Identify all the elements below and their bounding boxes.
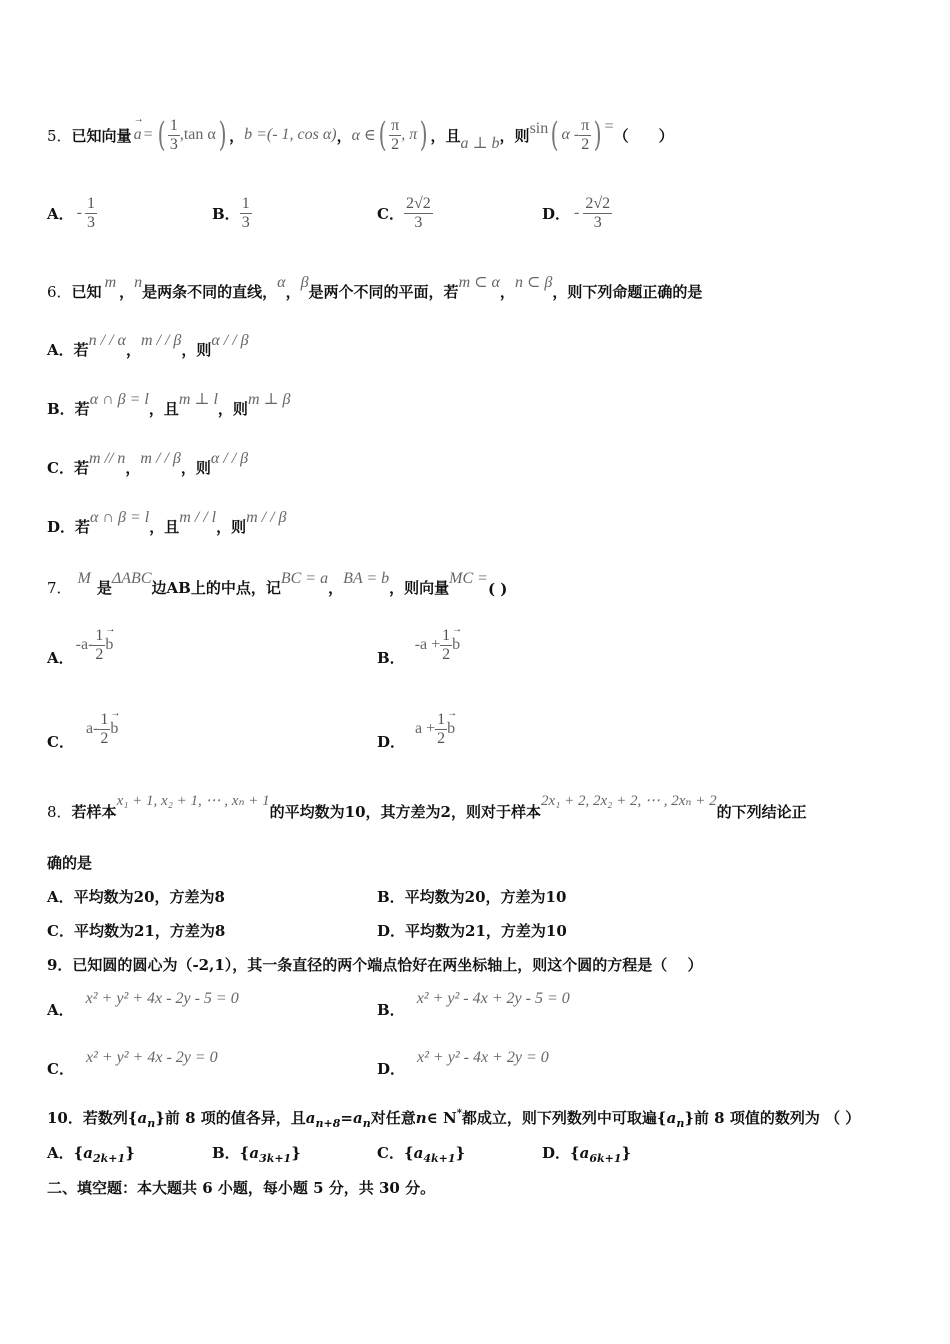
- q6-number: 6．: [47, 283, 72, 301]
- q6-option-c-label: C．若: [47, 459, 89, 477]
- q6-comma-2: ，: [285, 283, 301, 301]
- q7-option-b-den: 2: [442, 645, 451, 663]
- q10-sub2: n+8: [315, 1117, 341, 1130]
- q5-fpi-num: π: [391, 116, 400, 134]
- q8-option-c[interactable]: C．平均数为21，方差为8: [47, 922, 226, 940]
- q6-beta: β: [300, 274, 309, 291]
- q5-option-d-num: 2√2: [585, 194, 611, 212]
- q5-then: ，则: [499, 126, 530, 145]
- q6-text-3: 是两个不同的平面，若: [308, 283, 459, 301]
- q5-stem: [47, 110, 674, 160]
- q9-option-d-eq: x² + y² - 4x + 2y = 0: [417, 1049, 549, 1066]
- q6-option-a[interactable]: [47, 330, 249, 360]
- q6-option-a-label: A．若: [47, 341, 89, 359]
- q5-option-d-sign: -: [574, 204, 580, 221]
- q10-part-5: ∈ N: [426, 1109, 457, 1127]
- q5-number: 5．: [47, 126, 72, 145]
- q6-option-b[interactable]: [47, 389, 291, 419]
- q6-option-c-e2: m / / β: [140, 450, 181, 467]
- q6-option-d[interactable]: [47, 507, 287, 537]
- q6-option-d-e2: m / / l: [179, 509, 217, 526]
- q7-option-c-num: 1: [100, 710, 109, 728]
- q5-option-a-label: A．: [47, 204, 74, 223]
- q5-fpi2-num: π: [581, 116, 590, 134]
- q5-frac-1-3: [168, 117, 180, 154]
- q10-part-6: 都成立，则下列数列中可取遍{: [461, 1109, 667, 1127]
- q5-option-b-frac: [240, 195, 252, 232]
- q5-fpi2-den: 2: [581, 135, 590, 153]
- q5-option-d-label: D．: [542, 204, 571, 223]
- q5-paren2-open: (: [378, 115, 387, 155]
- q7-option-c-den: 2: [100, 729, 109, 747]
- q7-option-b-frac: [440, 627, 452, 664]
- q10-option-d-label: D．{: [542, 1144, 580, 1162]
- q9-option-c-eq: x² + y² + 4x - 2y = 0: [85, 1049, 218, 1066]
- q10-option-b-label: B．{: [212, 1144, 250, 1162]
- q5-paren-close: ): [218, 115, 227, 155]
- q6-option-a-e1: n / / α: [88, 332, 126, 349]
- q10-option-c-a: a: [413, 1144, 424, 1162]
- q6-option-c[interactable]: [47, 448, 248, 478]
- q9-option-b[interactable]: [377, 990, 570, 1020]
- q5-option-d[interactable]: [542, 190, 612, 236]
- q10-option-d[interactable]: [542, 1142, 631, 1165]
- q5-comma2: ，: [336, 126, 352, 145]
- q10-option-b-close: }: [291, 1144, 301, 1162]
- q5-alpha-in: α ∈: [351, 127, 376, 144]
- q10-part-3: =: [340, 1109, 353, 1127]
- q5-option-c[interactable]: [377, 190, 433, 236]
- q7-option-d-den: 2: [437, 729, 446, 747]
- q5-option-c-frac: [404, 195, 433, 232]
- q5-option-a-num: 1: [86, 194, 95, 212]
- q8-text-2: 的平均数为10，其方差为2，则对于样本: [269, 803, 541, 821]
- q6-text-2: 是两条不同的直线，: [142, 283, 278, 301]
- q9-option-a-eq: x² + y² + 4x - 2y - 5 = 0: [85, 990, 239, 1007]
- q7-text-2: 边AB上的中点，记: [151, 579, 281, 597]
- q10-option-c-close: }: [455, 1144, 466, 1162]
- q7-option-c[interactable]: [47, 704, 118, 754]
- q7-option-d-num: 1: [437, 710, 446, 728]
- q10-sub4: n: [676, 1117, 685, 1130]
- q7-mc: MC =: [449, 570, 488, 587]
- q7-option-a-frac: [93, 627, 105, 664]
- q5-intro: 已知向量: [71, 126, 132, 145]
- q10-option-c-label: C．{: [377, 1144, 414, 1162]
- q10-part-7: }前 8 项值的数列为 （ ）: [684, 1109, 861, 1127]
- q5-vector-a: → a: [134, 126, 142, 144]
- q5-frac-den: 3: [169, 135, 178, 153]
- q8-option-a[interactable]: A．平均数为20，方差为8: [47, 888, 225, 906]
- q7-M: M: [77, 570, 91, 587]
- q6-option-b-s2: ，则: [217, 400, 248, 418]
- q5-and: ，且: [430, 126, 461, 145]
- q6-option-a-e2: m / / β: [140, 332, 182, 349]
- q10-stem: [47, 1107, 860, 1130]
- q6-option-c-e1: m // n: [88, 450, 126, 467]
- q5-option-b-num: 1: [241, 194, 250, 212]
- q5-frac-pi-2b: [579, 117, 591, 154]
- q6-option-b-s1: ，且: [148, 400, 179, 418]
- q7-triangle: ΔABC: [111, 570, 152, 587]
- q10-option-b[interactable]: [212, 1142, 301, 1165]
- q10-option-a-a: a: [83, 1144, 94, 1162]
- q5-option-b-label: B．: [212, 204, 240, 223]
- q5-comma1: ，: [229, 126, 245, 145]
- q5-frac-num: 1: [169, 116, 178, 134]
- q10-option-c-sub: 4k+1: [423, 1152, 456, 1165]
- q7-option-d[interactable]: [377, 704, 455, 754]
- q6-option-d-label: D．若: [47, 518, 91, 536]
- q8-sample-1: x₁ + 1, x₂ + 1, ⋯ , xₙ + 1: [116, 793, 270, 809]
- q8-option-d[interactable]: D．平均数为21，方差为10: [377, 922, 567, 940]
- q6-m: m: [104, 274, 117, 291]
- q6-m-subset: m ⊂ α: [458, 274, 500, 291]
- q9-option-d-label: D．: [377, 1060, 406, 1078]
- q6-option-b-e3: m ⊥ β: [247, 391, 291, 408]
- q10-n-var: n: [415, 1109, 427, 1127]
- q7-option-d-pre: a +: [415, 720, 436, 737]
- q6-comma-1: ，: [119, 283, 135, 301]
- q10-sub3: n: [362, 1117, 371, 1130]
- q10-option-a[interactable]: [47, 1142, 135, 1165]
- q6-alpha: α: [277, 274, 286, 291]
- q7-paren: ( ): [487, 580, 508, 598]
- q10-a1: a: [137, 1109, 148, 1127]
- q7-option-c-post: → b: [110, 720, 118, 738]
- q5-paren2-close: ): [419, 115, 428, 155]
- q5-perp: a ⊥ b: [460, 135, 500, 152]
- q6-stem: [47, 272, 702, 302]
- q5-eq: =: [143, 126, 153, 143]
- q7-comma: ，: [328, 579, 344, 597]
- q5-option-a-den: 3: [86, 213, 95, 231]
- q5-paren3-close: ): [593, 115, 602, 155]
- q6-option-a-e3: α / / β: [211, 332, 249, 349]
- q8-text-1: 若样本: [71, 803, 117, 821]
- q10-option-b-a: a: [249, 1144, 260, 1162]
- q6-option-b-e2: m ⊥ l: [178, 391, 218, 408]
- section-2-heading: 二、填空题：本大题共 6 小题，每小题 5 分，共 30 分。: [47, 1179, 436, 1197]
- q7-option-d-label: D．: [377, 732, 406, 751]
- q7-option-b[interactable]: [377, 620, 460, 670]
- q10-part-2: }前 8 项的值各异，且: [155, 1109, 306, 1127]
- q8-option-b[interactable]: B．平均数为20，方差为10: [377, 888, 567, 906]
- q9-stem: 9．已知圆的圆心为（-2,1），其一条直径的两个端点恰好在两坐标轴上，则这个圆的方程是（ ）: [47, 956, 703, 974]
- q10-option-a-close: }: [125, 1144, 135, 1162]
- q8-number: 8．: [47, 803, 72, 821]
- q7-option-d-post: → b: [447, 720, 455, 738]
- q10-option-a-label: A．{: [47, 1144, 84, 1162]
- q5-eq2: =: [604, 118, 614, 135]
- q7-ba: BA = b: [343, 570, 390, 587]
- q5-alpha-minus: α -: [561, 126, 580, 143]
- q7-option-a-pre: -a-: [75, 636, 94, 653]
- q5-option-a-sign: -: [76, 204, 82, 221]
- q6-option-c-e3: α / / β: [210, 450, 249, 467]
- q10-option-b-sub: 3k+1: [259, 1152, 292, 1165]
- q6-option-b-label: B．若: [47, 400, 90, 418]
- q8-text-4: 确的是: [47, 854, 93, 872]
- q9-option-d[interactable]: [377, 1049, 549, 1079]
- q5-tan: ,tan α: [179, 126, 216, 143]
- q6-option-c-s1: ，: [125, 459, 141, 477]
- q8-sample-2: 2x₁ + 2, 2x₂ + 2, ⋯ , 2xₙ + 2: [541, 793, 717, 809]
- q6-n: n: [134, 274, 143, 291]
- q6-option-b-e1: α ∩ β = l: [89, 391, 149, 408]
- q5-sin: sin: [529, 120, 549, 137]
- q5-fpi-den: 2: [391, 135, 400, 153]
- q6-option-c-s2: ，则: [180, 459, 211, 477]
- q6-option-a-s2: ，则: [181, 341, 212, 359]
- q5-option-d-den: 3: [593, 213, 602, 231]
- q7-option-a-num: 1: [95, 626, 104, 644]
- q10-option-d-close: }: [621, 1144, 632, 1162]
- q5-option-c-label: C．: [377, 204, 404, 223]
- q7-number: 7．: [47, 579, 72, 597]
- q9-option-a-label: A．: [47, 1001, 74, 1019]
- q10-option-d-a: a: [579, 1144, 590, 1162]
- q7-option-c-frac: [98, 711, 110, 748]
- q9-option-c[interactable]: [47, 1049, 218, 1079]
- q10-sub1: n: [147, 1117, 156, 1130]
- q9-option-a[interactable]: [47, 990, 239, 1020]
- q10-option-d-sub: 6k+1: [589, 1152, 622, 1165]
- q6-text-1: 已知: [71, 283, 102, 301]
- q7-option-c-pre: a-: [85, 720, 99, 737]
- q10-part-1: 10．若数列{: [47, 1109, 138, 1127]
- q10-a4: a: [666, 1109, 677, 1127]
- q6-option-a-s1: ，: [125, 341, 141, 359]
- q5-frac-pi-2: [389, 117, 401, 154]
- q6-option-d-s2: ，则: [216, 518, 247, 536]
- q5-paren3-open: (: [550, 115, 559, 155]
- q5-blank: （ ）: [613, 126, 674, 145]
- q6-comma-3: ，: [499, 283, 515, 301]
- q7-option-b-pre: -a +: [414, 636, 441, 653]
- q5-option-b[interactable]: [212, 190, 252, 236]
- q7-option-d-frac: [435, 711, 447, 748]
- q10-a3: a: [352, 1109, 363, 1127]
- q10-star: *: [456, 1108, 462, 1119]
- q7-option-c-label: C．: [47, 732, 74, 751]
- q8-stem: [47, 792, 807, 822]
- q9-option-c-label: C．: [47, 1060, 74, 1078]
- q5-paren-open: (: [157, 115, 166, 155]
- q6-option-d-e3: m / / β: [246, 509, 287, 526]
- q5-vector-b: b =(- 1, cos α): [244, 126, 337, 143]
- q5-pi-tail: , π: [401, 126, 418, 143]
- q6-option-d-s1: ，且: [149, 518, 180, 536]
- q5-option-a[interactable]: [47, 190, 97, 236]
- q7-stem: [47, 568, 507, 598]
- q5-option-a-frac: [85, 195, 97, 232]
- q10-a2: a: [305, 1109, 316, 1127]
- q6-option-d-e1: α ∩ β = l: [90, 509, 150, 526]
- q9-option-b-eq: x² + y² - 4x + 2y - 5 = 0: [416, 990, 570, 1007]
- q10-option-a-sub: 2k+1: [93, 1152, 126, 1165]
- q7-option-a-den: 2: [95, 645, 104, 663]
- q10-option-c[interactable]: [377, 1142, 465, 1165]
- q7-option-b-label: B．: [377, 648, 405, 667]
- q7-option-b-num: 1: [442, 626, 451, 644]
- q7-option-a-post: → b: [105, 636, 113, 654]
- q7-text-1: 是: [96, 579, 112, 597]
- q7-text-3: ，则向量: [389, 579, 450, 597]
- q7-option-b-post: → b: [452, 636, 460, 654]
- q6-text-4: ，则下列命题正确的是: [552, 283, 703, 301]
- q5-option-c-den: 3: [414, 213, 423, 231]
- q5-option-c-num: 2√2: [405, 194, 431, 212]
- q6-n-subset: n ⊂ β: [514, 274, 553, 291]
- q7-option-a-label: A．: [47, 648, 74, 667]
- q5-option-d-frac: [583, 195, 612, 232]
- q9-option-b-label: B．: [377, 1001, 405, 1019]
- q7-option-a[interactable]: [47, 620, 113, 670]
- q8-text-3: 的下列结论正: [716, 803, 807, 821]
- q5-option-b-den: 3: [241, 213, 250, 231]
- q7-bc: BC = a: [280, 570, 329, 587]
- q10-part-4: 对任意: [370, 1109, 416, 1127]
